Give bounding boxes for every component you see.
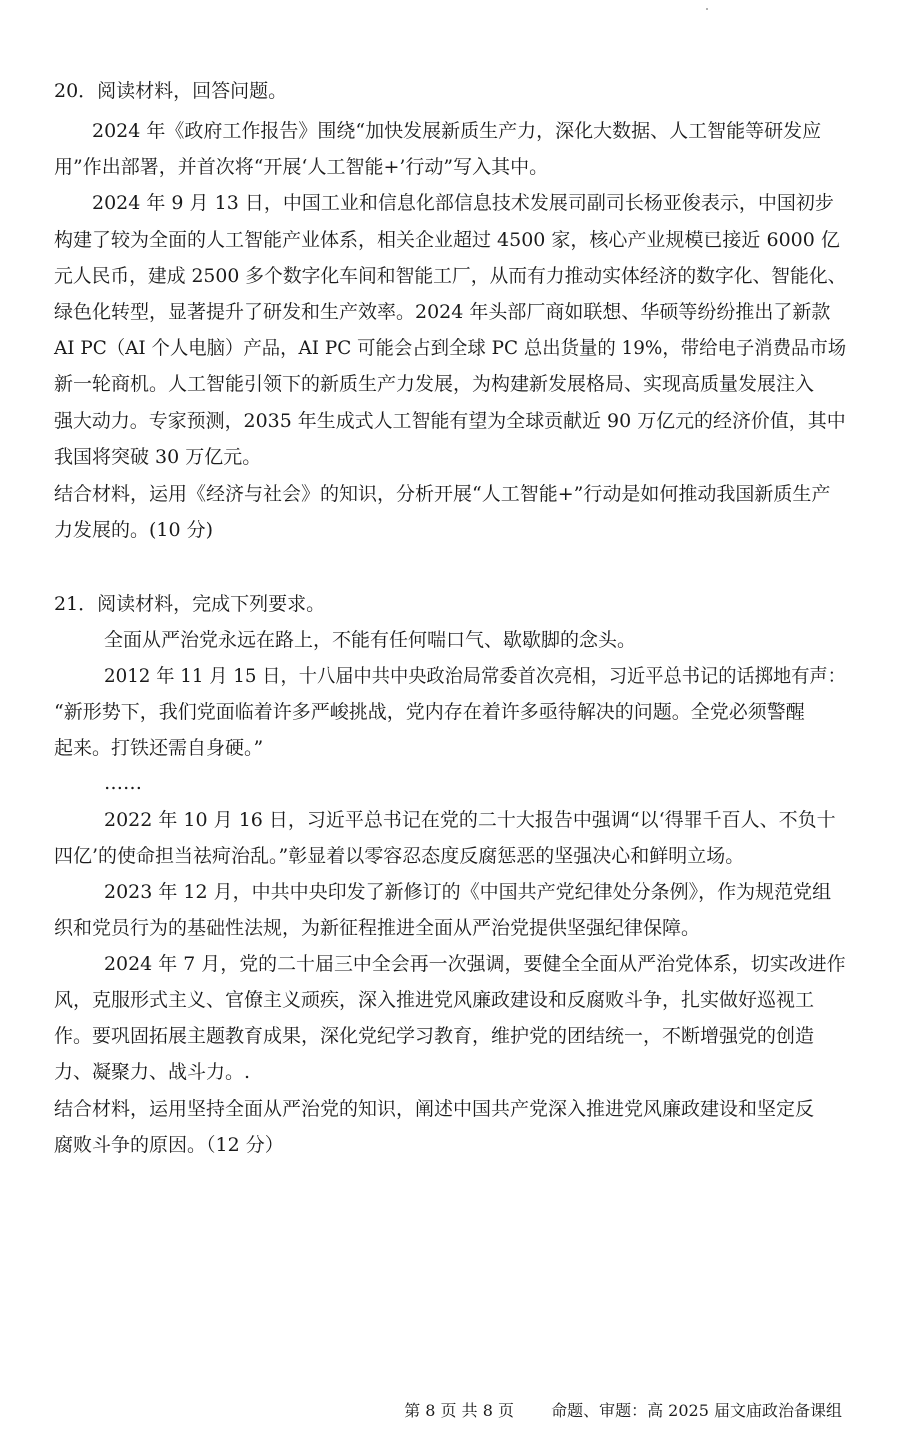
q21-line-7: 2023 年 12 月，中共中央印发了新修订的《中国共产党纪律处分条例》，作为规范党组 [104,881,832,903]
q20-line-10: 我国将突破 30 万亿元。 [54,446,262,468]
page-footer [404,1398,842,1421]
author-credit: 命题、审题：高 2025 届文庙政治备课组 [551,1401,842,1420]
q20-line-7: AI PC（AI 个人电脑）产品，AI PC 可能会占到全球 PC 总出货量的 19%，带给电子消费品市场 [54,337,847,359]
q21-ellipsis: …… [104,772,142,794]
q20-line-5: 元人民币，建成 2500 多个数字化车间和智能工厂，从而有力推动实体经济的数字化、智能化、 [54,265,847,287]
q20-heading: 20．阅读材料，回答问题。 [54,80,288,102]
q21-line-2: 2012 年 11 月 15 日，十八届中共中央政治局常委首次亮相，习近平总书记的话掷地有声： [104,665,846,687]
q21-line-4: 起来。打铁还需自身硬。” [54,737,264,759]
q21-line-6: 四亿’的使命担当祛疴治乱。”彰显着以零容忍态度反腐惩恶的坚强决心和鲜明立场。 [54,845,745,867]
q20-line-6: 绿色化转型，显著提升了研发和生产效率。2024 年头部厂商如联想、华硕等纷纷推出了新款 [54,301,831,323]
q21-line-9: 2024 年 7 月，党的二十届三中全会再一次强调，要健全全面从严治党体系，切实改进作 [104,953,846,975]
q21-line-11: 作。要巩固拓展主题教育成果，深化党纪学习教育，维护党的团结统一，不断增强党的创造 [54,1025,815,1047]
q21-task-line-2: 腐败斗争的原因。（12 分） [54,1134,284,1156]
q20-line-9: 强大动力。专家预测，2035 年生成式人工智能有望为全球贡献近 90 万亿元的经济价值，其中 [54,410,846,432]
q21-line-1: 全面从严治党永远在路上，不能有任何喘口气、歇歇脚的念头。 [104,629,637,651]
page-number: 第 8 页 共 8 页 [404,1401,514,1420]
q20-line-4: 构建了较为全面的人工智能产业体系，相关企业超过 4500 家，核心产业规模已接近 6000 亿 [54,229,840,251]
q20-line-3: 2024 年 9 月 13 日，中国工业和信息化部信息技术发展司副司长杨亚俊表示，中国初步 [92,192,834,214]
scan-speck [706,8,708,10]
q21-line-8: 织和党员行为的基础性法规，为新征程推进全面从严治党提供坚强纪律保障。 [54,917,701,939]
q20-line-2: 用”作出部署，并首次将“开展‘人工智能+’行动”写入其中。 [54,156,549,178]
q21-line-3: “新形势下，我们党面临着许多严峻挑战，党内存在着许多亟待解决的问题。全党必须警醒 [54,701,805,723]
q20-line-8: 新一轮商机。人工智能引领下的新质生产力发展，为构建新发展格局、实现高质量发展注入 [54,373,815,395]
q20-task-line-2: 力发展的。(10 分) [54,519,214,541]
q20-task-line-1: 结合材料，运用《经济与社会》的知识，分析开展“人工智能+”行动是如何推动我国新质生产 [54,483,831,505]
q21-task-line-1: 结合材料，运用坚持全面从严治党的知识，阐述中国共产党深入推进党风廉政建设和坚定反 [54,1098,815,1120]
q21-line-10: 风，克服形式主义、官僚主义顽疾，深入推进党风廉政建设和反腐败斗争，扎实做好巡视工 [54,989,815,1011]
q21-heading: 21．阅读材料，完成下列要求。 [54,593,326,615]
q21-line-5: 2022 年 10 月 16 日，习近平总书记在党的二十大报告中强调“以‘得罪千百人、不负十 [104,809,836,831]
q21-line-12: 力、凝聚力、战斗力。. [54,1061,251,1083]
q20-line-1: 2024 年《政府工作报告》围绕“加快发展新质生产力，深化大数据、人工智能等研发应 [92,120,822,142]
